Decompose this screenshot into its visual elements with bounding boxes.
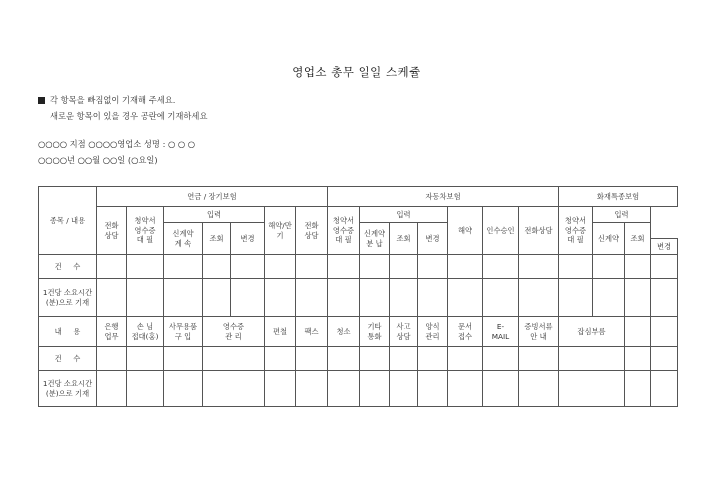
content-item: 문서 접수	[448, 317, 483, 347]
schedule-table	[38, 186, 678, 407]
content-item: 기타 통화	[360, 317, 390, 347]
count-label: 건 수	[39, 255, 97, 279]
fire-change-header: 변경	[651, 239, 678, 255]
fire-input-header: 입력	[593, 207, 651, 223]
auto-change-header: 변경	[418, 223, 448, 255]
content-item: 영수증 관 리	[203, 317, 265, 347]
time-label-2: 1건당 소요시간 (분)으로 기재	[39, 371, 97, 407]
auto-inquiry-header: 조회	[390, 223, 418, 255]
content-item: 편철	[265, 317, 296, 347]
fire-new-header: 신계약	[593, 223, 625, 255]
row-header-cell: 종목 / 내용	[39, 187, 97, 255]
auto-approve-header: 인수승인	[483, 207, 519, 255]
content-item: 손 님 접대(홍)	[127, 317, 164, 347]
pension-change-header: 변경	[231, 223, 265, 255]
pension-input-header: 입력	[164, 207, 265, 223]
fire-inquiry-header: 조회	[625, 223, 651, 255]
page-title: 영업소 총무 일일 스케쥴	[292, 65, 421, 79]
pension-phone-header: 전화 상담	[97, 207, 127, 255]
content-item: E- MAIL	[483, 317, 519, 347]
content-item: 사고 상담	[390, 317, 418, 347]
content-label: 내 용	[39, 317, 97, 347]
instruction-text-1: 각 항목을 빠짐없이 기재해 주세요.	[50, 95, 176, 105]
auto-phone-header: 전화 상담	[296, 207, 328, 255]
content-item: 증빙서류 안 내	[519, 317, 559, 347]
time-label: 1건당 소요시간 (분)으로 기재	[39, 279, 97, 317]
pension-inquiry-header: 조회	[203, 223, 231, 255]
pension-receipt-header: 청약서 영수증 대 필	[127, 207, 164, 255]
content-item: 청소	[328, 317, 360, 347]
instruction-line-2: 새로운 항목이 있을 경우 공란에 기재하세요	[50, 111, 208, 121]
pension-cancel-header: 해약/만 기	[265, 207, 296, 255]
auto-receipt-header: 청약서 영수증 대 필	[328, 207, 360, 255]
content-item: 잡심부름	[559, 317, 625, 347]
instruction-line-1	[38, 94, 175, 106]
content-item: 사무용품 구 입	[164, 317, 203, 347]
group-header-pension: 연금 / 장기보험	[97, 187, 328, 207]
content-item: 팩스	[296, 317, 328, 347]
content-item: 은행 업무	[97, 317, 127, 347]
count-label-2: 건 수	[39, 347, 97, 371]
branch-info: ○○○○ 지점 ○○○○영업소 성명 : ○ ○ ○	[38, 139, 195, 149]
fire-phone-header: 전화상담	[519, 207, 559, 255]
fire-receipt-header: 청약서 영수증 대 필	[559, 207, 593, 255]
auto-new-header: 신계약 분 납	[360, 223, 390, 255]
group-header-fire: 화재특종보험	[559, 187, 678, 207]
auto-input-header: 입력	[360, 207, 448, 223]
content-item: 양식 관리	[418, 317, 448, 347]
date-info: ○○○○년 ○○월 ○○일 (○요일)	[38, 155, 158, 165]
group-header-auto: 자동차보험	[328, 187, 559, 207]
pension-new-header: 신계약 계 속	[164, 223, 203, 255]
square-bullet-icon	[38, 97, 45, 104]
auto-cancel-header: 해약	[448, 207, 483, 255]
